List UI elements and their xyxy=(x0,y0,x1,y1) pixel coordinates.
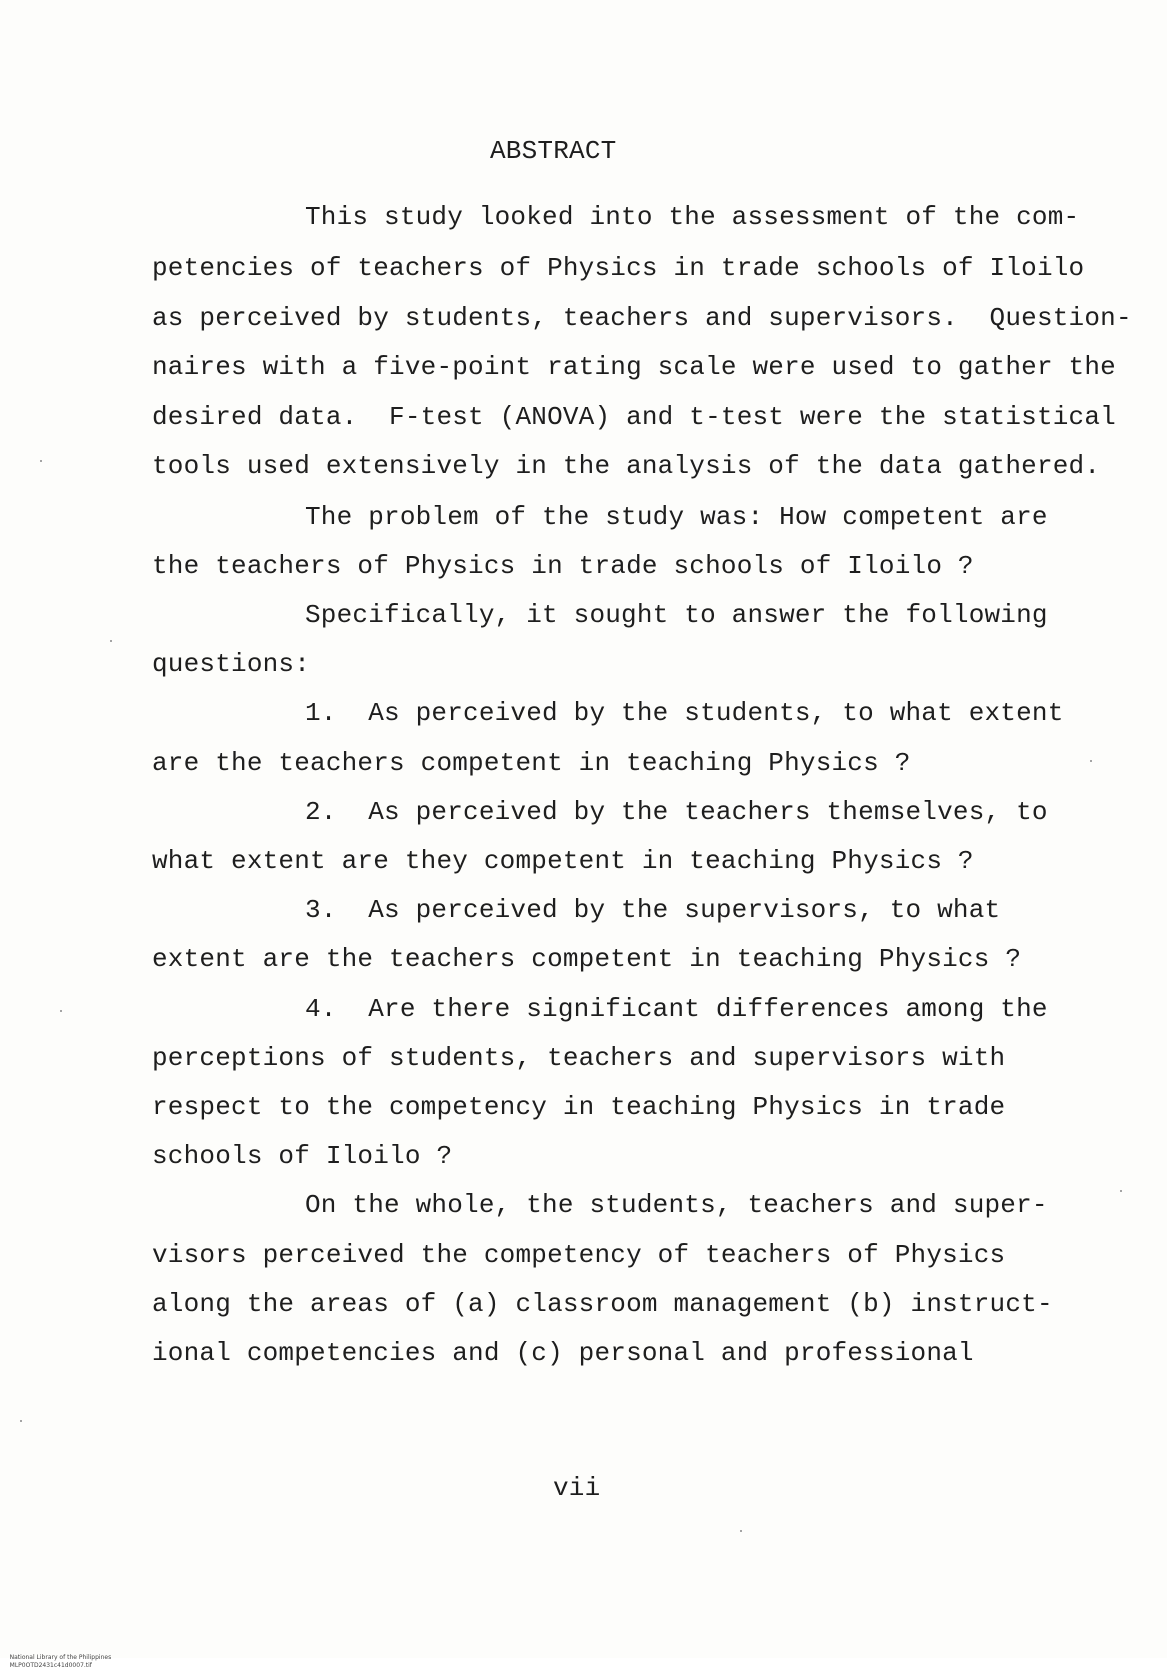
scan-speck xyxy=(40,460,42,462)
abstract-line: the teachers of Physics in trade schools of Iloilo ? xyxy=(152,551,974,581)
abstract-title: ABSTRACT xyxy=(490,136,617,166)
scan-speck xyxy=(1120,1190,1122,1192)
abstract-line: as perceived by students, teachers and supervisors. Question- xyxy=(152,303,1132,333)
abstract-line: The problem of the study was: How competent are xyxy=(305,502,1048,532)
question-2-line: what extent are they competent in teaching Physics ? xyxy=(152,846,974,876)
scan-speck xyxy=(1090,760,1092,762)
scan-speck xyxy=(740,1530,742,1532)
scan-file-id: MLP0OTD2431c41d0007.tif xyxy=(9,1662,92,1669)
abstract-line: along the areas of (a) classroom management (b) instruct- xyxy=(152,1289,1053,1319)
question-4-line: 4. Are there significant differences among the xyxy=(305,994,1048,1024)
question-3-line: extent are the teachers competent in teaching Physics ? xyxy=(152,944,1022,974)
question-4-line: respect to the competency in teaching Physics in trade xyxy=(152,1092,1006,1122)
scan-speck xyxy=(20,1420,22,1422)
abstract-line: This study looked into the assessment of the com- xyxy=(305,202,1080,232)
question-4-line: schools of Iloilo ? xyxy=(152,1141,453,1171)
scan-footer xyxy=(2,1646,131,1678)
scan-speck xyxy=(60,1010,62,1012)
library-credit: National Library of the Philippines xyxy=(9,1654,112,1661)
abstract-line: questions: xyxy=(152,649,311,679)
abstract-line: desired data. F-test (ANOVA) and t-test were the statistical xyxy=(152,402,1116,432)
scan-speck xyxy=(110,640,112,642)
question-4-line: perceptions of students, teachers and supervisors with xyxy=(152,1043,1006,1073)
abstract-line: ional competencies and (c) personal and professional xyxy=(152,1338,974,1368)
question-1-line: are the teachers competent in teaching Physics ? xyxy=(152,748,911,778)
abstract-line: petencies of teachers of Physics in trade schools of Iloilo xyxy=(152,253,1085,283)
page-number: vii xyxy=(553,1473,601,1503)
question-2-line: 2. As perceived by the teachers themselves, to xyxy=(305,797,1048,827)
question-3-line: 3. As perceived by the supervisors, to what xyxy=(305,895,1001,925)
abstract-line: On the whole, the students, teachers and super- xyxy=(305,1190,1048,1220)
abstract-line: tools used extensively in the analysis of the data gathered. xyxy=(152,451,1101,481)
abstract-line: naires with a five-point rating scale were used to gather the xyxy=(152,352,1116,382)
abstract-line: Specifically, it sought to answer the following xyxy=(305,600,1048,630)
question-1-line: 1. As perceived by the students, to what extent xyxy=(305,698,1064,728)
abstract-line: visors perceived the competency of teachers of Physics xyxy=(152,1240,1006,1270)
